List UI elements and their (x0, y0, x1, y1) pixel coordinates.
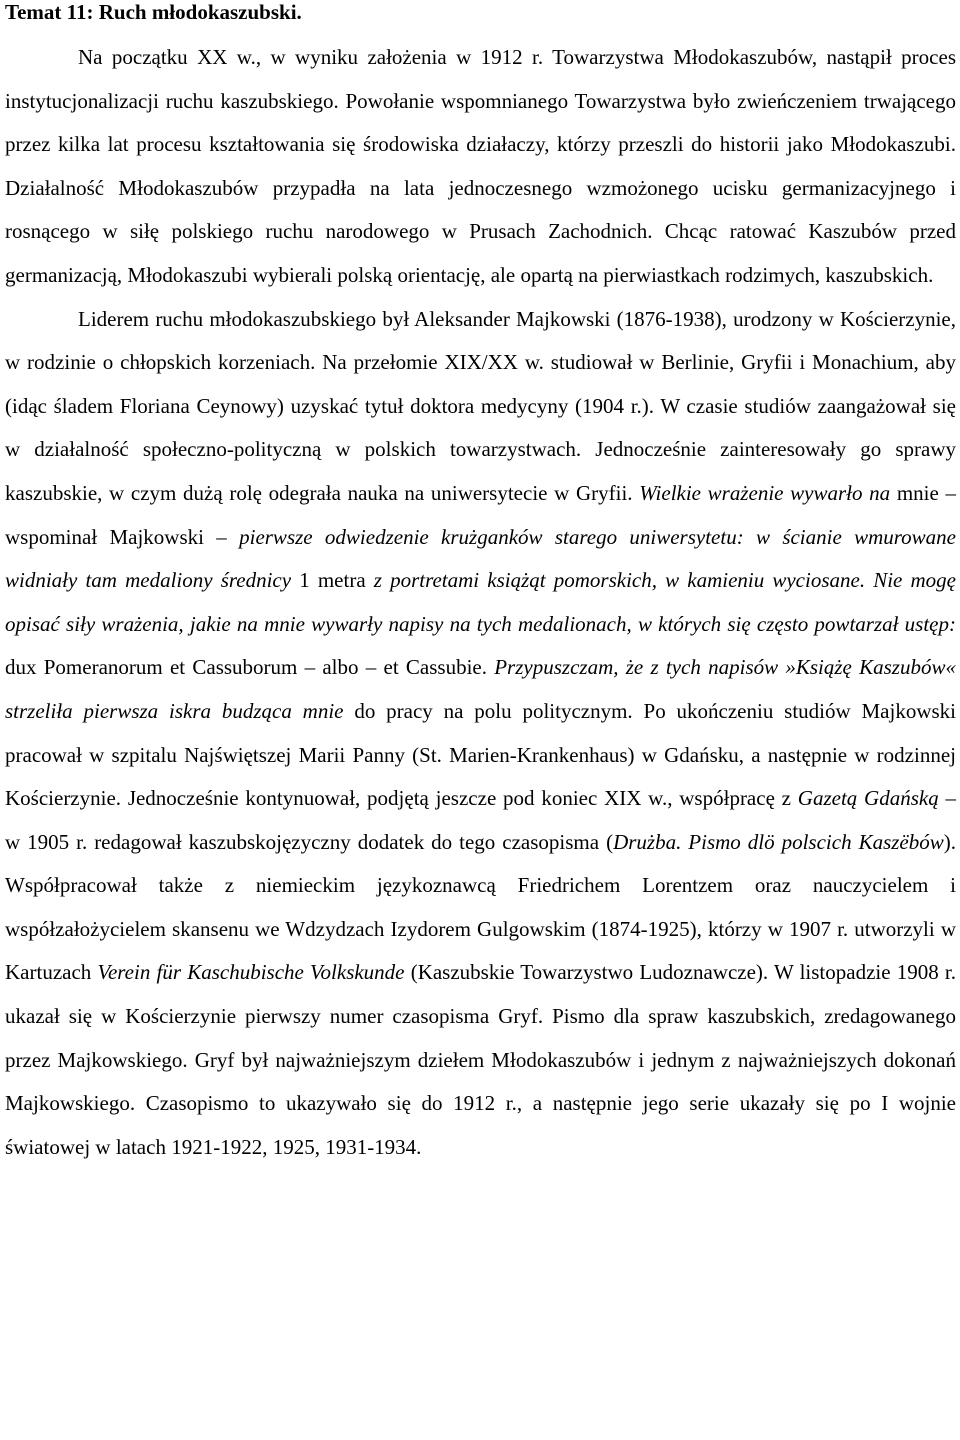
document-title: Temat 11: Ruch młodokaszubski. (5, 0, 302, 24)
paragraph-text: Liderem ruchu młodokaszubskiego był Aleksander Majkowski (1876-1938), urodzony w Kościerzynie, w rodzinie o chłopskich korzeniach. Na przełomie XIX/XX w. studiował w Berlinie, Gryfii i Monachium, aby (idąc śladem Floriana Ceynowy) uzyskać tytuł doktora medycyny (1904 r.). W czasie studiów zaangażował się w działalność społeczno-polityczną w polskich towarzystwach. Jednocześnie zainteresowały go sprawy kaszubskie, w czym dużą rolę odegrała nauka na uniwersytecie w Gryfii. (5, 306, 956, 505)
paragraph-text: mnie – wspominał Majkowski – (5, 480, 956, 549)
paragraph-text: do pracy na polu politycznym. Po ukończeniu studiów Majkowski pracował w szpitalu Najświętszej Marii Panny (St. Marien-Krankenhaus) w Gdańsku, a następnie w rodzinnej Kościerzynie. Jednocześnie kontynuował, podjętą jeszcze pod koniec XIX w., współpracę z (5, 698, 956, 811)
paragraph (5, 298, 956, 1170)
paragraph-text: Na początku XX w., w wyniku założenia w 1912 r. Towarzystwa Młodokaszubów, nastąpił proces instytucjonalizacji ruchu kaszubskiego. Powołanie wspomnianego Towarzystwa było zwieńczeniem trwającego przez kilka lat procesu kształtowania się środowiska działaczy, którzy przeszli do historii jako Młodokaszubi. Działalność Młodokaszubów przypadła na lata jednoczesnego wzmożonego ucisku germanizacyjnego i rosnącego w siłę polskiego ruchu narodowego w Prusach Zachodnich. Chcąc ratować Kaszubów przed germanizacją, Młodokaszubi wybierali polską orientację, ale opartą na pierwiastkach rodzimych, kaszubskich. (5, 45, 956, 287)
italic-quote-text: Wielkie wrażenie wywarło na (639, 480, 891, 505)
italic-quote-text: Verein für Kaschubische Volkskunde (97, 960, 405, 985)
italic-quote-text: z portretami książąt pomorskich, w kamieniu wyciosane. Nie mogę opisać siły wrażenia, jakie na mnie wywarły napisy na tych medalionach, w których się często powtarzał ustęp: (5, 568, 956, 636)
italic-quote-text: pierwsze odwiedzenie krużganków starego uniwersytetu: w ścianie wmurowane widniały tam medaliony średnicy (5, 524, 957, 593)
italic-quote-text: Gazetą Gdańską (797, 786, 939, 811)
italic-quote-text: Drużba. Pismo dlö polscich Kaszëbów (613, 829, 944, 854)
paragraph-text: 1 metra (291, 568, 374, 593)
paragraph-text: dux Pomeranorum et Cassuborum – albo – et Cassubie. (5, 655, 495, 680)
document-body (5, 36, 956, 1169)
paragraph (5, 36, 956, 298)
italic-quote-text: Przypuszczam, że z tych napisów »Książę Kaszubów« strzeliła pierwsza iskra budząca mnie (5, 655, 956, 723)
paragraph-text: ). Współpracował także z niemieckim językoznawcą Friedrichem Lorentzem oraz nauczycielem i współzałożycielem skansenu we Wdzydzach Izydorem Gulgowskim (1874-1925), którzy w 1907 r. utworzyli w Kartuzach (5, 829, 956, 985)
paragraph-text: (Kaszubskie Towarzystwo Ludoznawcze). W listopadzie 1908 r. ukazał się w Kościerzynie pierwszy numer czasopisma Gryf. Pismo dla spraw kaszubskich, zredagowanego przez Majkowskiego. Gryf był najważniejszym dziełem Młodokaszubów i jednym z najważniejszych dokonań Majkowskiego. Czasopismo to ukazywało się do 1912 r., a następnie jego serie ukazały się po I wojnie światowej w latach 1921-1922, 1925, 1931-1934. (5, 960, 957, 1159)
paragraph-text: – w 1905 r. redagował kaszubskojęzyczny dodatek do tego czasopisma ( (5, 786, 956, 854)
